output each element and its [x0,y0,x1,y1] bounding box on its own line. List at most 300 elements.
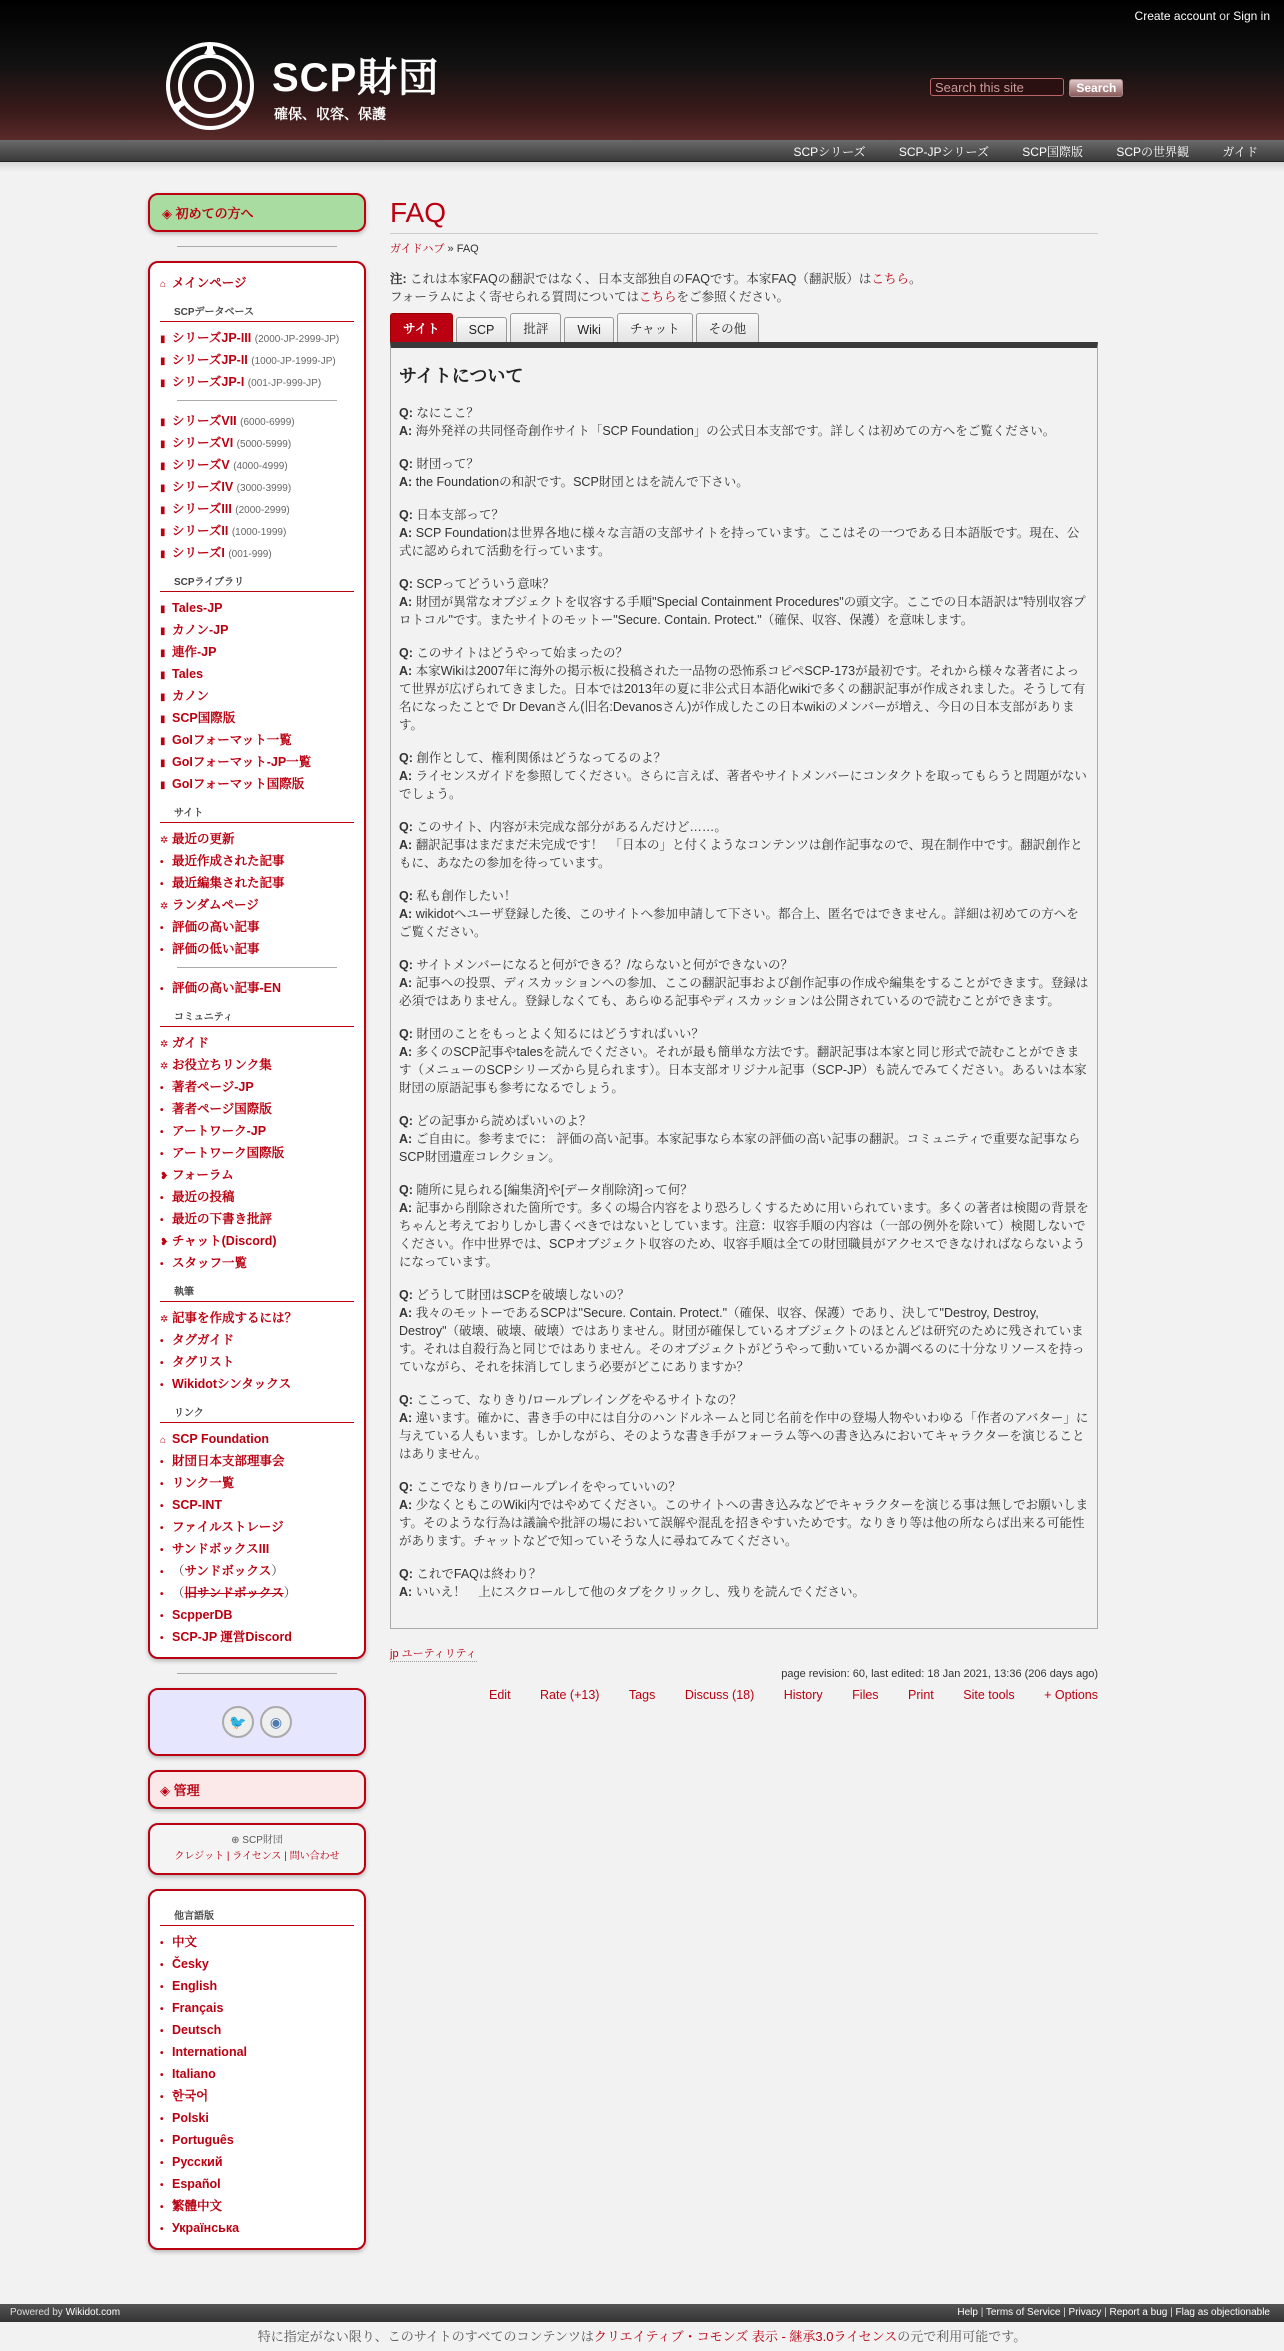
question-text: どうして財団はSCPを破壊しないの？ [416,1288,630,1302]
series-range: (001-999) [228,549,272,560]
footer [0,2304,1284,2322]
sidebar-item-link[interactable] [160,1451,354,1473]
series-range: (001-JP-999-JP) [247,378,322,389]
question-label: Q: [399,406,413,420]
site-tagline: 確保、収容、保護 [274,106,386,122]
sidebar-item-random-page[interactable] [160,895,354,917]
sidebar-item-link[interactable] [160,1627,354,1649]
edit-button[interactable]: Edit [489,1688,511,1702]
rate-button[interactable]: Rate (+13) [540,1688,600,1702]
footer-report-bug-link[interactable]: Report a bug [1109,2307,1168,2318]
page-info: page revision: 60, last edited: 18 Jan 2021, 13:36 (206 days ago) [781,1668,1098,1680]
faq-item [399,956,1089,1010]
lang-item[interactable] [160,2108,354,2130]
book-icon: ▮ [160,670,166,681]
bullet-icon: • [160,1127,164,1138]
twitter-icon[interactable]: 🐦 [222,1706,254,1738]
question-text: サイトメンバーになると何ができる？/ならないと何ができないの？ [416,958,793,972]
lang-item[interactable] [160,1976,354,1998]
sidebar-item-link[interactable] [160,1473,354,1495]
lang-label: International [172,2045,248,2059]
book-icon: ▮ [160,417,166,428]
db-heading: SCPデータベース [160,299,354,322]
sidebar-item-link[interactable] [160,1517,354,1539]
question-label: Q: [399,958,413,972]
question-text: このサイトはどうやって始まったの？ [416,646,629,660]
sidebar-item-library[interactable] [160,774,354,796]
bullet-icon: • [160,1083,164,1094]
sidebar-item-community[interactable] [160,1077,354,1099]
social-box [148,1688,366,1756]
first-time-box[interactable] [148,193,366,232]
sidebar-item-site[interactable] [160,939,354,961]
sidebar-item-label: GoIフォーマット一覧 [172,733,292,747]
sidebar-item-label: GoIフォーマット-JP一覧 [172,755,312,769]
bullet-icon: • [160,2158,164,2169]
social-row [160,1698,354,1746]
answer-label: A: [399,1411,413,1425]
sidebar-item-community[interactable] [160,1253,354,1275]
first-time-link[interactable] [162,206,254,221]
question-label: Q: [399,820,413,834]
sidebar-item-community[interactable] [160,1143,354,1165]
paren: （ [172,1586,185,1600]
lang-heading: 他言語版 [160,1903,354,1926]
sidebar-item-library[interactable] [160,686,354,708]
meta-title: ⊕ SCP財団 [231,1835,283,1846]
series-range: (6000-6999) [240,417,295,428]
sidebar-item-series-jp-1[interactable] [160,372,354,394]
answer-label: A: [399,1498,413,1512]
nav-scp-series[interactable]: SCPシリーズ [793,145,866,159]
faq-item [399,749,1089,803]
sidebar-item-guide[interactable] [160,1033,354,1055]
lang-item[interactable] [160,2130,354,2152]
lang-label: Česky [172,1957,209,1971]
note-label: 注: [390,272,407,286]
license-link[interactable]: クリエイティブ・コモンズ 表示 - 継承3.0ライセンス [593,2329,898,2344]
sidebar-item-forum[interactable] [160,1165,354,1187]
paren: （ [172,1564,185,1578]
bullet-icon: • [160,2114,164,2125]
series-range: (3000-3999) [236,483,292,494]
sidebar-item-label: お役立ちリンク集 [172,1058,272,1072]
license-link[interactable]: ライセンス [232,1851,282,1862]
discuss-button[interactable]: Discuss (18) [684,1688,755,1702]
faq-item [399,1112,1089,1166]
tab-critique[interactable]: 批評 [510,313,561,342]
sidebar-item-label: サンドボックス [184,1564,272,1578]
faq-item [399,1286,1089,1376]
sidebar-item-label: タグリスト [172,1355,235,1369]
paren: ） [283,1586,297,1600]
sidebar-item-label: GoIフォーマット国際版 [172,777,305,791]
note-link-official-faq[interactable]: こちら [871,272,909,286]
answer-label: A: [399,1201,413,1215]
sidebar-item-label: 評価の高い記事-EN [172,981,282,995]
site-tools-button[interactable]: Site tools [963,1688,1015,1702]
bullet-icon: • [160,1611,164,1622]
question-label: Q: [399,1183,413,1197]
license-post: の元で利用可能です。 [897,2329,1027,2344]
nav-scp-universe[interactable]: SCPの世界観 [1116,145,1190,159]
sidebar-item-community[interactable] [160,1187,354,1209]
sidebar-item-writing[interactable] [160,1374,354,1396]
answer-label: A: [399,838,413,852]
diamond-icon: ◈ [162,206,172,221]
book-icon: ▮ [160,527,166,538]
answer-text: ご自由に。参考までに： 評価の高い記事。本家記事なら本家の評価の高い記事の翻訳。コミュニティで重要な記事ならSCP財団遺産コレクション。 [399,1132,1081,1164]
gear-icon: ✲ [160,1314,169,1325]
sidebar-item-label: 最近編集された記事 [172,876,285,890]
sidebar-item-label: 著者ページ国際版 [172,1102,272,1116]
answer-label: A: [399,475,413,489]
question-text: 財団のことをもっとよく知るにはどうすればいい？ [416,1027,704,1041]
bullet-icon: • [160,1105,164,1116]
sidebar-item-label: Tales [172,667,204,681]
answer-label: A: [399,424,413,438]
bullet-icon: • [160,2202,164,2213]
page-options-bar [390,1688,1098,1702]
sidebar-item-site[interactable] [160,851,354,873]
site-icon[interactable]: ◉ [260,1706,292,1738]
question-text: SCPってどういう意味？ [416,577,555,591]
nav-guide[interactable]: ガイド [1222,145,1258,159]
bullet-icon: • [160,1589,164,1600]
lang-label: 繁體中文 [172,2199,223,2213]
lang-label: Français [172,2001,224,2015]
answer-text: 我々のモットーであるSCPは"Secure. Contain. Protect."（確保、収容、保護）であり、決して"Destroy, Destroy, Destroy"（破壊、破壊、破壊）ではありません。財団が確保しているオブジェクトのほとんどは研究のために残されています。それは自殺行為と同じではありません。そのオブジェクトがどうやって動いているか調べるのに十分なリソースを持っていながら、それを抹消してしまう必要がどこにありますか？ [399,1306,1085,1374]
lang-item[interactable] [160,2064,354,2086]
bullet-icon: • [160,1567,164,1578]
answer-text: wikidotへユーザ登録した後、このサイトへ参加申請して下さい。都合上、匿名ではできません。詳細は初めての方へをご覧ください。 [399,907,1079,939]
lang-label: Deutsch [172,2023,222,2037]
sidebar-item-label: シリーズIV [172,480,234,494]
bullet-icon: • [160,2070,164,2081]
lang-label: Italiano [172,2067,216,2081]
site-header [0,0,1284,140]
lang-item[interactable] [160,2152,354,2174]
tab-other[interactable]: その他 [696,313,760,342]
faq-item [399,1181,1089,1271]
sidebar-item-label: リンク一覧 [172,1476,235,1490]
faq-item [399,1391,1089,1463]
footer-help-link[interactable]: Help [957,2307,978,2318]
answer-text: 本家Wikiは2007年に海外の掲示板に投稿された一品物の恐怖系コピペSCP-173が最初です。それから様々な著者によって世界が広げられてきました。日本では2013年の夏に非公式日本語化wikiで多くの翻訳記事が作成されました。そうして有名になったことで Dr Devanさん(旧名:Devanosさん)が作成したこの日本wikiのメンバーが増え、今日の日本支部があります。 [399,664,1086,732]
lang-item[interactable] [160,2042,354,2064]
wikidot-link[interactable]: Wikidot.com [65,2307,121,2318]
tab-wiki[interactable]: Wiki [564,317,614,342]
gear-icon: ✲ [160,835,169,846]
credit-link[interactable]: クレジット [174,1851,225,1862]
series-range: (2000-2999) [235,505,290,516]
sidebar-item-label: 評価の低い記事 [172,942,260,956]
sidebar-item-label: 旧サンドボックス [184,1586,284,1600]
sidebar-item-community[interactable] [160,1121,354,1143]
sidebar-item-label: SCP-JP 運営Discord [172,1630,292,1644]
admin-box[interactable] [148,1770,366,1809]
sidebar-item-how-to-write[interactable] [160,1308,354,1330]
bullet-icon: • [160,857,164,868]
answer-text: 記事から削除された箇所です。多くの場合内容をより恐ろしくするために用いられています。多くの著者は検閲の背景をちゃんと考えておりしかし書くべきではないとしています。注意：収容手順の内容は（一部の例外を除いて）検閲しないでください。作中世界では、SCPオブジェクト収容のため、収容手順は全ての財団職員がアクセスできなければならないようになっています。 [399,1201,1089,1269]
book-icon: ▮ [160,334,166,345]
sidebar-item-recent-changes[interactable] [160,829,354,851]
book-icon: ▮ [160,648,166,659]
faq-item [399,506,1089,560]
sidebar-item-link[interactable] [160,1539,354,1561]
sidebar-item-community[interactable] [160,1209,354,1231]
search-input[interactable] [930,78,1064,96]
admin-link[interactable] [160,1783,200,1798]
sidebar-item-label: 最近の投稿 [172,1190,235,1204]
bullet-icon: • [160,1938,164,1949]
sidebar-item-label: シリーズJP-II [172,353,248,367]
tab-scp[interactable]: SCP [456,317,508,342]
bullet-icon: • [160,1633,164,1644]
bullet-icon: • [160,984,164,995]
sidebar-item-label: Wikidotシンタックス [172,1377,292,1391]
sidebar-divider [177,967,337,968]
sidebar-item-site[interactable] [160,917,354,939]
book-icon: ▮ [160,714,166,725]
question-text: 日本支部って？ [416,508,504,522]
faq-item [399,1478,1089,1550]
community-heading: コミュニティ [160,1004,354,1027]
sign-in-link[interactable]: Sign in [1233,9,1270,23]
tags-button[interactable]: Tags [628,1688,656,1702]
answer-label: A: [399,1132,413,1146]
bullet-icon: • [160,1336,164,1347]
lang-label: Español [172,2177,221,2191]
tab-site[interactable]: サイト [390,313,453,342]
jp-flag-icon: jp [390,1648,399,1660]
sidebar-item-label: ランダムページ [172,898,259,912]
note-link-forum-faq[interactable]: こちら [639,290,677,304]
faq-list [399,404,1089,1601]
breadcrumb-separator: » [447,243,454,255]
files-button[interactable]: Files [852,1688,879,1702]
lang-item[interactable] [160,2218,354,2240]
answer-text: 違います。確かに、書き手の中には自分のハンドルネームと同じ名前を作中の登場人物やいわゆる「作者のアバター」に与えている人もいます。しかしながら、そのような書き手がフォーラム等への書き込みにおいてキャラクターを演じることはありません。 [399,1411,1089,1461]
book-icon: ▮ [160,626,166,637]
diamond-icon: ◈ [160,1783,170,1798]
question-label: Q: [399,751,413,765]
sidebar-item-chat[interactable] [160,1231,354,1253]
question-label: Q: [399,646,413,660]
question-text: どの記事から読めばいいのよ？ [416,1114,592,1128]
answer-label: A: [399,1306,413,1320]
sidebar-item-site[interactable] [160,873,354,895]
answer-label: A: [399,769,413,783]
sidebar-item-library[interactable] [160,708,354,730]
gear-icon: ✲ [160,901,169,912]
contact-link[interactable]: 問い合わせ [289,1851,340,1862]
sidebar-item-label: シリーズI [172,546,225,560]
header-shadow [0,162,1284,172]
series-range: (1000-JP-1999-JP) [251,356,336,367]
sidebar-item-link[interactable] [160,1605,354,1627]
answer-label: A: [399,1045,413,1059]
lang-item[interactable] [160,1954,354,1976]
question-text: なにここ？ [416,406,479,420]
answer-label: A: [399,664,413,678]
more-options-button[interactable]: + Options [1044,1688,1098,1702]
first-time-label: 初めての方へ [175,206,254,221]
answer-text: the Foundationの和訳です。SCP財団とはを読んで下さい。 [415,475,749,489]
question-label: Q: [399,889,413,903]
speech-bubble-icon: ❥ [160,1237,169,1248]
series-range: (4000-4999) [233,461,288,472]
footer-privacy-link[interactable]: Privacy [1068,2307,1102,2318]
sidebar-item-library[interactable] [160,752,354,774]
sidebar-item-community[interactable] [160,1099,354,1121]
lang-item[interactable] [160,2086,354,2108]
search-button[interactable]: Search [1069,79,1123,97]
sidebar [148,193,366,2264]
sidebar-divider [177,1673,337,1674]
top-navigation [0,140,1284,162]
bullet-icon: • [160,1982,164,1993]
sidebar-item-series-2[interactable] [160,521,354,543]
sidebar-divider [177,246,337,247]
breadcrumb-guide-hub[interactable]: ガイドハブ [390,243,445,255]
site-heading: サイト [160,800,354,823]
answer-label: A: [399,1585,413,1599]
bullet-icon: • [160,879,164,890]
book-icon: ▮ [160,692,166,703]
faq-item [399,404,1089,440]
create-account-link[interactable]: Create account [1134,9,1216,23]
sidebar-item-library[interactable] [160,642,354,664]
tab-chat[interactable]: チャット [617,313,693,342]
faq-item [399,1025,1089,1097]
sidebar-item-label: チャット(Discord) [172,1234,277,1248]
book-icon: ▮ [160,378,166,389]
utility-link[interactable] [390,1645,477,1662]
question-text: 財団って？ [416,457,479,471]
faq-item [399,887,1089,941]
note2-end: をご参照ください。 [676,290,790,304]
breadcrumb [390,240,1098,256]
sidebar-item-series-jp-2[interactable] [160,350,354,372]
answer-text: 多くのSCP記事やtalesを読んでください。それが最も簡単な方法です。翻訳記事は本家と同じ形式で読むことができます（メニューのSCPシリーズから見られます）。日本支部オリジナル記事（SCP-JP）も読んでみてください。あるいは本家財団の原語記事も参考になるでしょう。 [399,1045,1087,1095]
print-button[interactable]: Print [908,1688,934,1702]
bullet-icon: • [160,1259,164,1270]
lang-label: English [172,1979,218,1993]
sidebar-item-label: サンドボックスIII [172,1542,270,1556]
answer-text: いいえ！ 上にスクロールして他のタブをクリックし、残りを読んでください。 [415,1585,865,1599]
question-text: 随所に見られる[編集済]や[データ削除済]って何？ [416,1183,693,1197]
note-end: 。 [908,272,922,286]
account-links [1135,9,1270,23]
sidebar-item-series-4[interactable] [160,477,354,499]
sidebar-item-writing[interactable] [160,1330,354,1352]
series-range: (5000-5999) [236,439,292,450]
history-button[interactable]: History [783,1688,823,1702]
sidebar-item-library[interactable] [160,598,354,620]
footer-flag-link[interactable]: Flag as objectionable [1175,2307,1270,2318]
bullet-icon: • [160,2004,164,2015]
sidebar-item-sandbox[interactable] [160,1561,354,1583]
license-pre: 特に指定がない限り、このサイトのすべてのコンテンツは [257,2329,594,2344]
footer-terms-link[interactable]: Terms of Service [985,2307,1061,2318]
faq-note [390,270,1098,306]
lang-item[interactable] [160,2196,354,2218]
links-heading: リンク [160,1400,354,1423]
sidebar-item-series-7[interactable] [160,411,354,433]
sidebar-item-scp-foundation[interactable] [160,1429,354,1451]
sidebar-item-label: Tales-JP [172,601,223,615]
lang-item[interactable] [160,1932,354,1954]
sidebar-item-top-rated-en[interactable] [160,978,354,1000]
lang-item[interactable] [160,1998,354,2020]
sidebar-item-series-jp-3[interactable] [160,328,354,350]
book-icon: ▮ [160,549,166,560]
sidebar-item-label: シリーズVII [172,414,237,428]
lang-item[interactable] [160,2020,354,2042]
breadcrumb-current: FAQ [456,243,479,255]
bullet-icon: • [160,1501,164,1512]
lang-label: Українська [172,2221,240,2235]
sidebar-item-label: 最近作成された記事 [172,854,285,868]
page-title: FAQ [390,197,1098,234]
book-icon: ▮ [160,461,166,472]
main-menu-box [148,261,366,1659]
nav-scp-jp-series[interactable]: SCP-JPシリーズ [898,145,989,159]
sidebar-item-old-sandbox[interactable] [160,1583,354,1605]
gear-icon: ✲ [160,1039,169,1050]
faq-item [399,575,1089,629]
sidebar-item-series-3[interactable] [160,499,354,521]
bullet-icon: • [160,2180,164,2191]
writing-heading: 執筆 [160,1279,354,1302]
sidebar-item-library[interactable] [160,664,354,686]
sidebar-item-series-5[interactable] [160,455,354,477]
sidebar-item-series-6[interactable] [160,433,354,455]
question-text: ここでなりきり/ロールプレイをやっていいの？ [416,1480,681,1494]
sidebar-item-label: タグガイド [172,1333,235,1347]
faq-item [399,818,1089,872]
sidebar-item-link[interactable] [160,1495,354,1517]
note2-text: フォーラムによく寄せられる質問については [390,290,640,304]
sidebar-item-label: シリーズJP-III [172,331,252,345]
sidebar-item-series-1[interactable] [160,543,354,565]
sidebar-item-useful-links[interactable] [160,1055,354,1077]
sidebar-item-library[interactable] [160,620,354,642]
lang-label: Português [172,2133,234,2147]
answer-label: A: [399,976,413,990]
sidebar-item-label: アートワーク国際版 [172,1146,285,1160]
series-range: (1000-1999) [231,527,287,538]
utility-label: ユーティリティ [401,1648,477,1660]
answer-label: A: [399,595,413,609]
sidebar-item-main-page[interactable] [160,273,354,295]
main-content [390,193,1098,1702]
bullet-icon: • [160,1358,164,1369]
bullet-icon: • [160,1215,164,1226]
bullet-icon: • [160,945,164,956]
question-text: これでFAQは終わり？ [416,1567,542,1581]
sidebar-item-writing[interactable] [160,1352,354,1374]
answer-text: ライセンスガイドを参照してください。さらに言えば、著者やサイトメンバーにコンタクトを取ってもらうと問題がないでしょう。 [399,769,1087,801]
question-label: Q: [399,457,413,471]
nav-scp-international[interactable]: SCP国際版 [1022,145,1083,159]
lang-item[interactable] [160,2174,354,2196]
sidebar-item-library[interactable] [160,730,354,752]
sidebar-item-label: SCP国際版 [172,711,236,725]
sidebar-item-label: シリーズVI [172,436,234,450]
question-label: Q: [399,1393,413,1407]
